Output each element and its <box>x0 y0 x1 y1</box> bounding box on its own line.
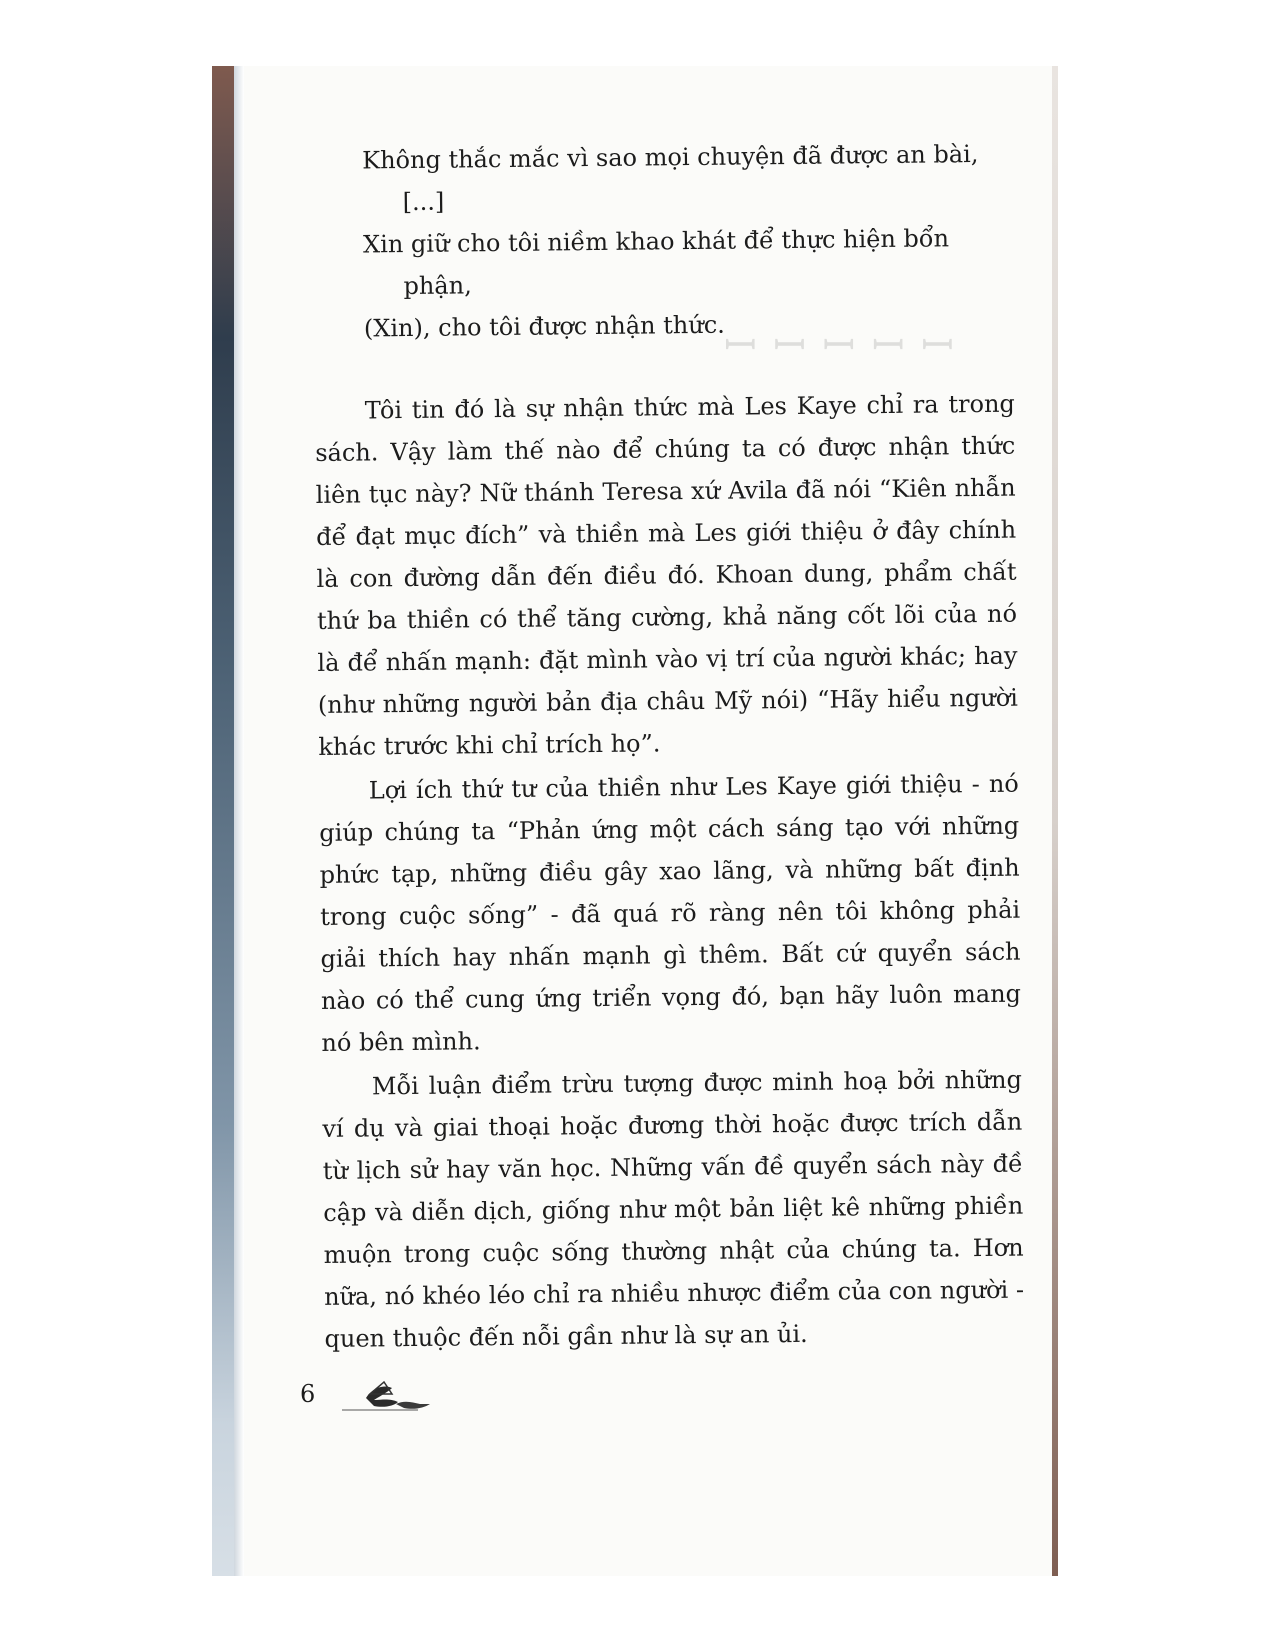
body-paragraph: Tôi tin đó là sự nhận thức mà Les Kaye chỉ ra trong sách. Vậy làm thế nào để chúng ta có được nhận thức liên tục này? Nữ thánh Teresa xứ Avila đã nói “Kiên nhẫn để đạt mục đích” và thiền mà Les giới thiệu ở đây chính là con đường dẫn đến điều đó. Khoan dung, phẩm chất thứ ba thiền có thể tăng cường, khả năng cốt lõi của nó là để nhấn mạnh: đặt mình vào vị trí của người khác; hay (như những người bản địa châu Mỹ nói) “Hãy hiểu người khác trước khi chỉ trích họ”. <box>315 389 1019 761</box>
page-body <box>312 133 1025 1362</box>
body-paragraph: Mỗi luận điểm trừu tượng được minh hoạ bởi những ví dụ và giai thoại hoặc đương thời hoặc được trích dẫn từ lịch sử hay văn học. Những vấn đề quyển sách này đề cập và diễn dịch, giống như một bản liệt kê những phiền muộn trong cuộc sống thường nhật của chúng ta. Hơn nữa, nó khéo léo chỉ ra nhiều nhược điểm của con người - quen thuộc đến nỗi gần như là sự an ủi. <box>322 1065 1025 1353</box>
poem-line: Không thắc mắc vì sao mọi chuyện đã được an bài, <box>362 140 979 175</box>
bleed-through-heading: ꟷ ꟷ ꟷ ꟷ ꟷ <box>724 323 956 369</box>
page-edge <box>1052 66 1058 1576</box>
poem-line-continuation: phận, <box>403 271 472 301</box>
body-paragraph: Lợi ích thứ tư của thiền như Les Kaye giới thiệu - nó giúp chúng ta “Phản ứng một cách sáng tạo với những phức tạp, những điều gây xao lãng, và những bất định trong cuộc sống” - đã quá rõ ràng nên tôi không phải giải thích hay nhấn mạnh gì thêm. Bất cứ quyển sách nào có thể cung ứng triển vọng đó, bạn hãy luôn mang nó bên mình. <box>319 769 1022 1057</box>
brush-ornament-icon <box>340 1374 436 1414</box>
spine-shadow-inner <box>234 66 244 1576</box>
poem-line: Xin giữ cho tôi niềm khao khát để thực hiện bổn <box>362 224 950 259</box>
poem-ellipsis: [...] <box>402 187 445 217</box>
page-number: 6 <box>300 1380 316 1408</box>
spine-shadow <box>212 66 234 1576</box>
poem-line: (Xin), cho tôi được nhận thức. <box>363 310 725 343</box>
